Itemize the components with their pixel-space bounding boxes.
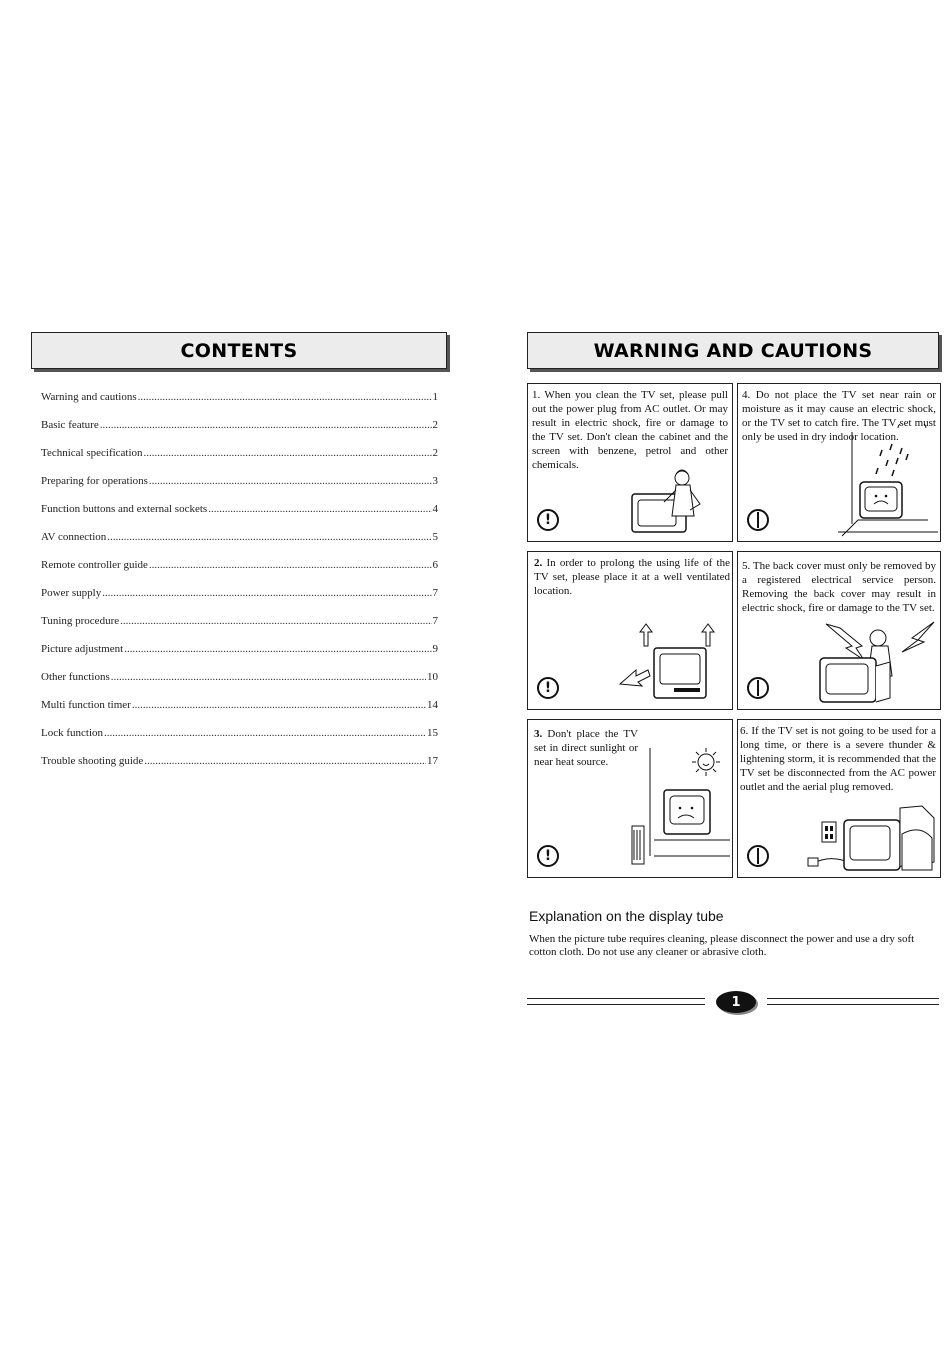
- prohibition-icon: [747, 677, 769, 699]
- toc-entry: Technical specification ..... 2: [41, 447, 438, 475]
- warning-box-sunlight: [527, 719, 733, 878]
- tv-cleaning-illustration: [626, 466, 722, 536]
- toc-entry: Other functions ..... 10: [41, 671, 438, 699]
- warning-title: WARNING AND CAUTIONS: [593, 339, 873, 362]
- footer-rule-right: [767, 998, 939, 1005]
- toc-entry: Remote controller guide ..... 6: [41, 559, 438, 587]
- toc-entry: Picture adjustment ..... 9: [41, 643, 438, 671]
- caution-icon: !: [537, 509, 559, 531]
- warning-box-storm: [737, 719, 941, 878]
- toc-entry: Trouble shooting guide ..... 17: [41, 755, 438, 783]
- footer-rule-left: [527, 998, 705, 1005]
- explanation-text: When the picture tube requires cleaning, please disconnect the power and use a dry soft cotton cloth. Do not use any cleaner or abrasive cloth.: [529, 933, 915, 958]
- toc-entry: Function buttons and external sockets ..... 4: [41, 503, 438, 531]
- warning-text: 4. Do not place the TV set near rain or moisture as it may cause an electric shock, or the TV set to catch fire. The TV set must only be used in dry indoor location.: [742, 389, 936, 443]
- warning-box-back-cover: [737, 551, 941, 710]
- electric-shock-illustration: [816, 618, 940, 706]
- toc-entry: AV connection ..... 5: [41, 531, 438, 559]
- warning-text: 6. If the TV set is not going to be used for a long time, or there is a severe thunder & lightening storm, it is recommended that the TV set be disconnected from the AC power outlet and the aerial plug removed.: [740, 725, 936, 793]
- explanation-heading: Explanation on the display tube: [529, 908, 724, 924]
- toc-entry: Tuning procedure ..... 7: [41, 615, 438, 643]
- warning-box-ventilation: [527, 551, 733, 710]
- toc-entry: Basic feature ..... 2: [41, 419, 438, 447]
- warning-text: 1. When you clean the TV set, please pull out the power plug from AC outlet. Or may result in electric shock, fire or damage to the TV set. Don't clean the cabinet and the screen with benzene, petrol and other chemicals.: [532, 389, 728, 471]
- tv-ventilation-illustration: [618, 622, 728, 704]
- caution-icon: !: [537, 677, 559, 699]
- warning-text: 2. In order to prolong the using life of the TV set, please place it at a well ventilated location.: [534, 557, 730, 597]
- warning-text: 3. Don't place the TV set in direct sunlight or near heat source.: [534, 728, 638, 768]
- prohibition-icon: [747, 509, 769, 531]
- toc-entry: Multi function timer ..... 14: [41, 699, 438, 727]
- warning-box-cleaning: [527, 383, 733, 542]
- prohibition-icon: [747, 845, 769, 867]
- toc-entry: Lock function ..... 15: [41, 727, 438, 755]
- caution-icon: !: [537, 845, 559, 867]
- toc-entry: Power supply ..... 7: [41, 587, 438, 615]
- tv-rain-illustration: [838, 424, 938, 539]
- table-of-contents: [41, 391, 438, 783]
- tv-sunlight-illustration: [620, 744, 730, 872]
- tv-unplugged-illustration: [804, 804, 940, 876]
- warning-box-moisture: [737, 383, 941, 542]
- warning-heading: [527, 332, 939, 369]
- warning-text: 5. The back cover must only be removed by a registered electrical service person. Removing the back cover may result in electric shock, fire or damage to the TV set.: [742, 560, 936, 614]
- toc-entry: Warning and cautions ..... 1: [41, 391, 438, 419]
- contents-title: CONTENTS: [180, 339, 298, 362]
- toc-entry: Preparing for operations ..... 3: [41, 475, 438, 503]
- contents-heading: [31, 332, 447, 369]
- page-number: 1: [731, 994, 741, 1010]
- page-number-badge: [716, 991, 756, 1013]
